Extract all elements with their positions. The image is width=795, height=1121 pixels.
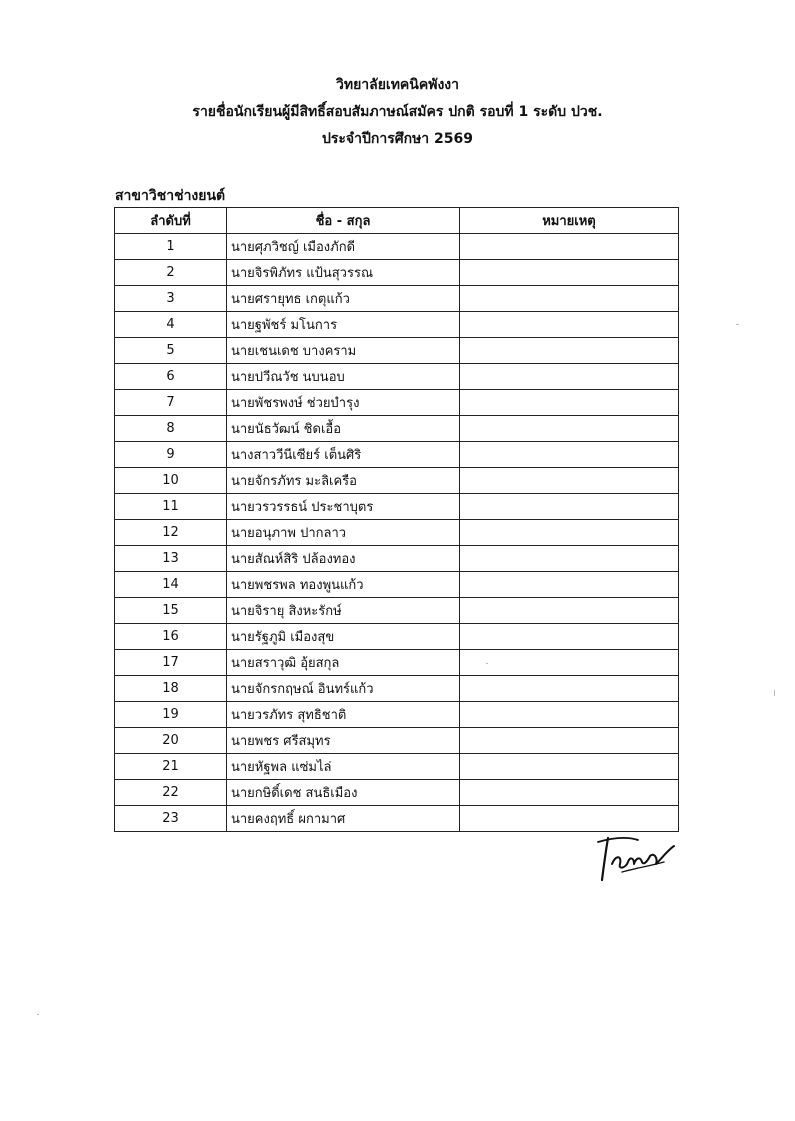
student-name: นายคงฤทธิ์ ผกามาศ (227, 806, 460, 832)
remark-cell (460, 442, 679, 468)
row-number: 13 (115, 546, 227, 572)
student-name: นายอนุภาพ ปากลาว (227, 520, 460, 546)
student-name: นายนัธวัฒน์ ชิดเอื้อ (227, 416, 460, 442)
row-number: 9 (115, 442, 227, 468)
student-name: นายพชร ศรีสมุทร (227, 728, 460, 754)
row-number: 21 (115, 754, 227, 780)
student-name: นายฐพัชร์ มโนการ (227, 312, 460, 338)
table-header-row (115, 208, 679, 234)
table-row (115, 442, 679, 468)
table-row (115, 260, 679, 286)
row-number: 18 (115, 676, 227, 702)
row-number: 4 (115, 312, 227, 338)
student-name: นายพัชรพงษ์ ช่วยบำรุง (227, 390, 460, 416)
table-row (115, 676, 679, 702)
student-name: นายปวีณวัช นบนอบ (227, 364, 460, 390)
table-row (115, 572, 679, 598)
remark-cell (460, 754, 679, 780)
table-row (115, 494, 679, 520)
table-row (115, 390, 679, 416)
student-name: นายจักรภัทร มะลิเครือ (227, 468, 460, 494)
college-name: วิทยาลัยเทคนิคพังงา (335, 77, 459, 93)
remark-cell (460, 650, 679, 676)
academic-year: ประจำปีการศึกษา 2569 (321, 131, 474, 147)
row-number: 11 (115, 494, 227, 520)
remark-cell (460, 312, 679, 338)
remark-cell (460, 728, 679, 754)
department-label: สาขาวิชาช่างยนต์ (115, 188, 226, 204)
row-number: 14 (115, 572, 227, 598)
header-remark: หมายเหตุ (460, 208, 679, 234)
row-number: 16 (115, 624, 227, 650)
row-number: 1 (115, 234, 227, 260)
table-row (115, 546, 679, 572)
row-number: 12 (115, 520, 227, 546)
table-row (115, 286, 679, 312)
row-number: 22 (115, 780, 227, 806)
student-name: นายหัฐพล แซ่มไล่ (227, 754, 460, 780)
row-number: 17 (115, 650, 227, 676)
student-roster-table (114, 207, 679, 832)
table-row (115, 312, 679, 338)
table-row (115, 598, 679, 624)
remark-cell (460, 780, 679, 806)
row-number: 8 (115, 416, 227, 442)
scan-speck (486, 663, 488, 664)
row-number: 23 (115, 806, 227, 832)
row-number: 7 (115, 390, 227, 416)
remark-cell (460, 676, 679, 702)
scan-speck (774, 690, 775, 696)
row-number: 19 (115, 702, 227, 728)
student-name: นายวรวรรธน์ ประชาบุตร (227, 494, 460, 520)
student-name: นางสาววีนีเซียร์ เต็นศิริ (227, 442, 460, 468)
student-name: นายศุภวิชญ์ เมืองภักดี (227, 234, 460, 260)
student-name: นายกษิดิ์เดช สนธิเมือง (227, 780, 460, 806)
remark-cell (460, 390, 679, 416)
document-header (0, 72, 795, 153)
remark-cell (460, 520, 679, 546)
remark-cell (460, 546, 679, 572)
scan-speck (736, 324, 739, 325)
remark-cell (460, 416, 679, 442)
row-number: 20 (115, 728, 227, 754)
remark-cell (460, 338, 679, 364)
signature-mark (592, 828, 682, 888)
student-name: นายศรายุทธ เกตุแก้ว (227, 286, 460, 312)
row-number: 6 (115, 364, 227, 390)
remark-cell (460, 234, 679, 260)
student-name: นายพชรพล ทองพูนแก้ว (227, 572, 460, 598)
remark-cell (460, 468, 679, 494)
remark-cell (460, 260, 679, 286)
remark-cell (460, 598, 679, 624)
row-number: 5 (115, 338, 227, 364)
remark-cell (460, 572, 679, 598)
remark-cell (460, 624, 679, 650)
document-title: รายชื่อนักเรียนผู้มีสิทธิ์สอบสัมภาษณ์สมัคร ปกติ รอบที่ 1 ระดับ ปวช. (192, 104, 603, 120)
student-name: นายจักรกฤษณ์ อินทร์แก้ว (227, 676, 460, 702)
table-row (115, 364, 679, 390)
row-number: 3 (115, 286, 227, 312)
student-name: นายวรภัทร สุทธิชาติ (227, 702, 460, 728)
remark-cell (460, 702, 679, 728)
table-row (115, 520, 679, 546)
scan-speck (37, 1014, 39, 1015)
student-name: นายรัฐภูมิ เมืองสุข (227, 624, 460, 650)
remark-cell (460, 286, 679, 312)
table-row (115, 416, 679, 442)
table-row (115, 234, 679, 260)
row-number: 10 (115, 468, 227, 494)
table-row (115, 702, 679, 728)
header-number: ลำดับที่ (115, 208, 227, 234)
header-name: ชื่อ - สกุล (227, 208, 460, 234)
table-row (115, 780, 679, 806)
student-name: นายสัณห์สิริ ปล้องทอง (227, 546, 460, 572)
table-row (115, 468, 679, 494)
table-row (115, 754, 679, 780)
table-row (115, 650, 679, 676)
table-row (115, 338, 679, 364)
table-body (115, 234, 679, 832)
row-number: 2 (115, 260, 227, 286)
remark-cell (460, 494, 679, 520)
student-name: นายสราวุฒิ อุ้ยสกุล (227, 650, 460, 676)
table-row (115, 624, 679, 650)
remark-cell (460, 364, 679, 390)
student-name: นายเชนเดช บางคราม (227, 338, 460, 364)
student-name: นายจิรายุ สิงหะรักษ์ (227, 598, 460, 624)
table-row (115, 728, 679, 754)
row-number: 15 (115, 598, 227, 624)
student-name: นายจิรพิภัทร แป้นสุวรรณ (227, 260, 460, 286)
